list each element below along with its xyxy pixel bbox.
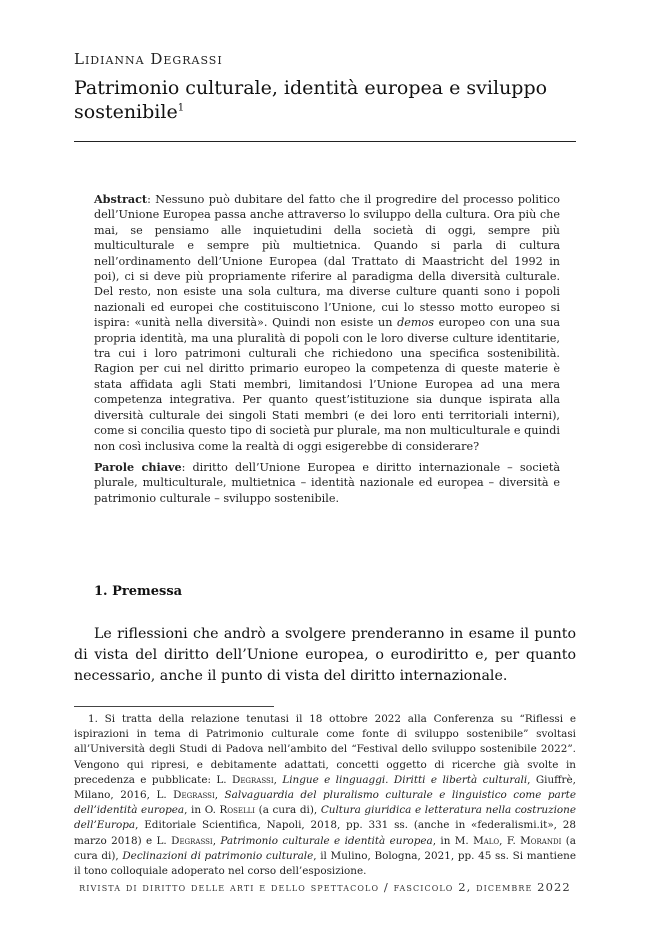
footnote-text: (a cura di), [255,804,321,817]
footnote-text: , Giuffrè, Milano, 2016, [74,773,576,802]
footnote-text: , il Mulino, Bologna, 2021, pp. 45 ss. Si mantiene il tono colloquiale adoperato nel corso dell’esposizione. [74,849,576,878]
article-title [74,76,574,124]
keywords-text: : diritto dell’Unione Europea e diritto internazionale – società plurale, multiculturale, multietnica – identità nazionale ed europea – diversità e patrimonio culturale – sviluppo sostenibile. [94,460,560,505]
footnote-author: Roselli [219,804,256,817]
footnote-text: , Editoriale Scientifica, Napoli, 2018, pp. 331 ss. (anche in «federalismi.it», 28 marzo 2018) e [74,819,576,847]
footnote-work-title: Declinazioni di patrimonio culturale [122,849,314,862]
section-heading: 1. Premessa [94,584,183,599]
footnote-text: , [273,773,283,786]
title-footnote-mark: 1 [177,102,185,114]
footnote-divider [74,706,274,707]
footnote-text: 1. Si tratta della relazione tenutasi il 18 ottobre 2022 alla Conferenza su “Riflessi e ispirazioni in tema di Patrimonio culturale come fonte di sviluppo sostenibile” svoltasi all’Università degli Studi di Padova nell’ambito del “Festival dello sviluppo sostenibile 2022”. Vengono qui ripresi, e debitamente adattati, concetti oggetto di ricerche già svolte in precedenza e pubblicate: [74,713,576,786]
journal-running-footer: rivista di diritto delle arti e dello spettacolo / fascicolo 2, dicembre 2022 [79,880,571,894]
abstract-text-2: europeo con una sua propria identità, ma una pluralità di popoli con le loro diverse culture identitarie, tra cui i loro patrimoni culturali che richiedono una specifica sostenibilità. Ragion per cui nel diritto primario europeo la competenza di queste materie è stata affidata agli Stati membri, limitandosi l’Unione Europea ad una mera competenza integrativa. Per quanto quest’istituzione sia dunque ispirata alla diversità culturale dei singoli Stati membri (e dei loro enti territoriali interni), come si concilia questo tipo di società pur plurale, ma non multiculturale e quindi non così inclusiva come la realtà di oggi esigerebbe di considerare? [94,316,560,453]
abstract-text-1: : Nessuno può dubitare del fatto che il progredire del processo politico dell’Unione Europea passa anche attraverso lo sviluppo della cultura. Ora più che mai, se pensiamo alle inquietudini della società di oggi, sempre più multiculturale e sempre più multietnica. Quando si parla di cultura nell’ordinamento dell’Unione Europea (dal Trattato di Maastricht del 1992 in poi), ci si deve più propriamente riferire al paradigma della diversità culturale. Del resto, non esiste una sola cultura, ma diverse culture quanti sono i popoli nazionali ed europei che costituiscono l’Unione, cui lo stesso motto europeo si ispira: «unità nella diversità». Quindi non esiste un [94,193,560,330]
footnote-text: , [214,789,225,802]
article-title-text: Patrimonio culturale, identità europea e sviluppo sostenibile [74,77,548,123]
footnote-work-title: Salvaguardia del pluralismo culturale e linguistico come parte dell’identità europea [74,789,576,817]
abstract-text-italic: demos [397,316,434,330]
footnote-text: , [212,834,221,847]
footnote-work-title: Cultura giuridica e letteratura nella costruzione dell’Europa [74,804,576,832]
abstract-paragraph [94,192,560,454]
footnote-text: (a cura di), [74,834,576,862]
footnote-text: , in O. [184,804,220,817]
footnote-text: , F. [499,834,521,847]
footnote-author: Malo [473,834,500,847]
section-paragraph: Le riflessioni che andrò a svolgere prenderanno in esame il punto di vista del diritto dell’Unione europea, o eurodiritto e, per quanto necessario, anche il punto di vista del diritto internazionale. [74,626,576,684]
footnote-author: Morandi [520,834,562,847]
footnote-1 [74,712,576,879]
keywords-paragraph [94,460,560,506]
title-divider [74,141,576,142]
footnote-author: L. Degrassi [156,789,215,802]
footnote-work-title: Patrimonio culturale e identità europea [220,834,433,847]
keywords-label: Parole chiave [94,459,182,474]
footnote-author: L. Degrassi [216,773,274,786]
footnote-text: , in M. [432,834,474,847]
author-name: Lidianna Degrassi [74,50,223,68]
footnote-author: L. Degrassi [156,834,213,847]
abstract-label: Abstract [94,192,148,206]
abstract-block [94,192,560,512]
footnote-work-title: Lingue e linguaggi. Diritti e libertà culturali [282,773,528,786]
